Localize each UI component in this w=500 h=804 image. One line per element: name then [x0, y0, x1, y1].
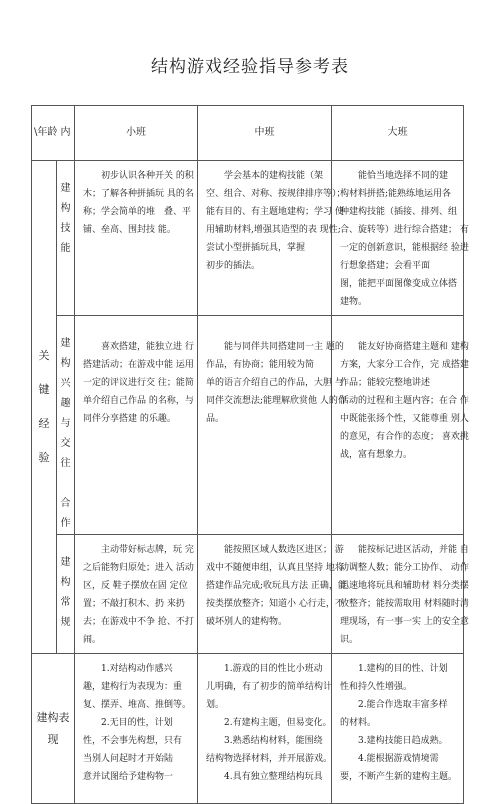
- rules-large: [332, 535, 469, 654]
- text-line: 动调整人数；能分工协作、 动作: [340, 563, 469, 573]
- header-row: [32, 106, 464, 161]
- text-line: 区，反 鞋子摆放在固 定位: [83, 581, 188, 591]
- text-line: 一定的评议进行交 往；能简: [83, 378, 194, 388]
- text-line: 尝试小型拼插玩具，掌握: [206, 243, 306, 253]
- text-line: 儿明确，有了初步的简单结构计: [206, 682, 333, 692]
- text-line: 2.无目的性，计划: [83, 718, 173, 728]
- text-line: 能与同伴共同搭建同一主 题的: [206, 342, 344, 352]
- text-line: 作品；能较完整地讲述: [340, 378, 431, 388]
- row-skills: [32, 161, 464, 316]
- text-line: 一定的创新意识，能根据经 验进: [340, 243, 469, 253]
- row-label-skills: [57, 161, 75, 316]
- text-line: 识。: [340, 635, 359, 645]
- text-line: 中既能张扬个性，又能尊重 别人: [340, 414, 469, 424]
- page-title: 结构游戏经验指导参考表: [151, 57, 349, 77]
- row-interest: [32, 316, 464, 535]
- text-line: 活动的过程和主题内容；在合 作: [340, 396, 469, 406]
- text-line: 单介绍自己作品 的名称，与: [83, 396, 194, 406]
- header-large-class: 大班: [332, 106, 464, 161]
- row-rules: [32, 535, 464, 654]
- header-small-class: 小班: [75, 106, 198, 161]
- text-line: 闹。: [83, 635, 102, 645]
- expression-middle: [198, 654, 332, 804]
- guidance-table: [31, 105, 469, 804]
- skills-middle: [198, 161, 346, 316]
- text-line: 战，富有想象力。: [340, 450, 413, 460]
- text-line: 同伴交流想法;能理解欣赏他 人的作: [206, 396, 347, 406]
- text-line: 置；不敲打积木、扔 来扔: [83, 599, 185, 609]
- text-line: 合、旋转等）进行综合搭建； 有: [340, 225, 469, 235]
- text-line: 能有目的、有主题地建构；学习 使: [206, 207, 344, 217]
- text-line: 2.有建构主题，但易变化。: [206, 718, 332, 728]
- text-line: 能友好协商搭建主题和 建构: [340, 342, 469, 352]
- text-line: 空、组合、对称、按规律排序等）；: [206, 189, 346, 199]
- text-line: 放整齐；能按需取用 材料随时清: [340, 599, 469, 609]
- text-line: 破坏别人的建构物。: [206, 617, 288, 627]
- row-label-skills-text: 建 构 技 能: [60, 183, 71, 254]
- text-line: 用辅助材料,增强其造型的表 现性;: [206, 225, 341, 235]
- text-line: 种建构技能（插接、排列、组: [340, 207, 458, 217]
- text-line: 图，能把平面图像变成立体搭: [340, 279, 458, 289]
- expression-label: [32, 654, 75, 804]
- text-line: 性，不会事先构想，只有: [83, 736, 183, 746]
- interest-middle: [198, 316, 347, 535]
- text-line: 单的语言介绍自己的作品，大胆 与: [206, 378, 344, 388]
- text-line: 搭建活动；在游戏中能 运用: [83, 360, 194, 370]
- text-line: 铺、垒高、围封技 能。: [83, 225, 176, 235]
- text-line: 喜欢搭建，能独立进 行: [83, 342, 194, 352]
- text-line: 划。: [206, 700, 225, 710]
- text-line: 3.熟悉结构材料，能围绕: [206, 736, 323, 746]
- header-middle-class: 中班: [198, 106, 332, 161]
- text-line: 能按照区域人数选区进区； 游: [206, 545, 344, 555]
- row-label-rules-text: 建 构 常 规: [60, 557, 71, 628]
- text-line: 能按标记进区活动，并能 自: [340, 545, 469, 555]
- text-line: 意并试图给予建构物一: [83, 772, 174, 782]
- key-experience-label: [32, 161, 57, 654]
- row-label-rules: [57, 535, 75, 654]
- rules-middle: [198, 535, 347, 654]
- text-line: 行想象搭建；会看平面: [340, 261, 431, 271]
- expression-large: [332, 654, 464, 804]
- key-experience-text: 关 键 经 验: [38, 349, 50, 464]
- text-line: 性和持久性增强。: [340, 682, 413, 692]
- text-line: 主动带好标志牌，玩 完: [83, 545, 194, 555]
- text-line: 按类摆放整齐；知道小 心行走，不: [206, 599, 344, 609]
- text-line: 2.能合作选取丰富多样: [340, 700, 448, 710]
- text-line: 品。: [206, 414, 225, 424]
- header-corner: \年龄 内: [32, 106, 75, 161]
- text-line: 1.游戏的目的性比小班动: [206, 664, 323, 674]
- text-line: 4.能根据游戏情境需: [340, 754, 439, 764]
- text-line: 构材料拼搭;能熟练地运用各: [340, 189, 452, 199]
- row-expression: [32, 654, 464, 804]
- text-line: 之后能物归原处；进入 活动: [83, 563, 194, 573]
- text-line: 戏中不随便串组，认真且坚持 地将: [206, 563, 344, 573]
- text-line: 方案，大家分工合作，完 成搭建: [340, 360, 469, 370]
- text-line: 3.建构技能日趋成熟。: [340, 736, 448, 746]
- text-line: 4.具有独立整理结构玩具: [206, 772, 323, 782]
- text-line: 去；在游戏中不争 抢、不打: [83, 617, 194, 627]
- text-line: 作品，有协商；能用较为简: [206, 360, 315, 370]
- text-line: 学会基本的建构技能（架: [206, 171, 324, 181]
- skills-large: [332, 161, 469, 316]
- text-line: 初步的插法。: [206, 261, 261, 271]
- expression-label-text: 建构表 现: [36, 710, 70, 746]
- text-line: 结构物选择材料，并开展游戏。: [206, 754, 333, 764]
- text-line: 的意见，有合作的态度； 喜欢挑: [340, 432, 469, 442]
- text-line: 的材料。: [340, 718, 377, 728]
- text-line: 趣，建构行为表现为：重: [83, 682, 183, 692]
- text-line: 能恰当地选择不同的建: [340, 171, 449, 181]
- interest-large: [332, 316, 469, 535]
- text-line: 理现场，有一事一实 上的安全意: [340, 617, 469, 627]
- text-line: 1.对结构动作感兴: [83, 664, 173, 674]
- expression-small: [75, 654, 198, 804]
- row-label-interest-text: 建 构 兴 趣 与 交 往 合 作: [60, 338, 71, 529]
- text-line: 称；学会简单的堆 叠、平: [83, 207, 192, 217]
- interest-small: [75, 316, 198, 535]
- text-line: 迅速地将玩具和辅助材 料分类摆: [340, 581, 469, 591]
- text-line: 搭建作品完成;收玩具方法 正确，能: [206, 581, 347, 591]
- text-line: 要，不断产生新的建构主题。: [340, 772, 458, 782]
- text-line: 木；了解各种拼插玩 具的名: [83, 189, 194, 199]
- text-line: 复、摆弄、堆高、推倒等。: [83, 700, 192, 710]
- text-line: 建物。: [340, 297, 368, 307]
- rules-small: [75, 535, 198, 654]
- text-line: 同伴分享搭建 的乐趣。: [83, 414, 176, 424]
- row-label-interest: [57, 316, 75, 535]
- text-line: 当别人问起时才开始陆: [83, 754, 174, 764]
- text-line: 初步认识各种开关 的积: [83, 171, 194, 181]
- skills-small: [75, 161, 198, 316]
- text-line: 1.建构的目的性、计划: [340, 664, 448, 674]
